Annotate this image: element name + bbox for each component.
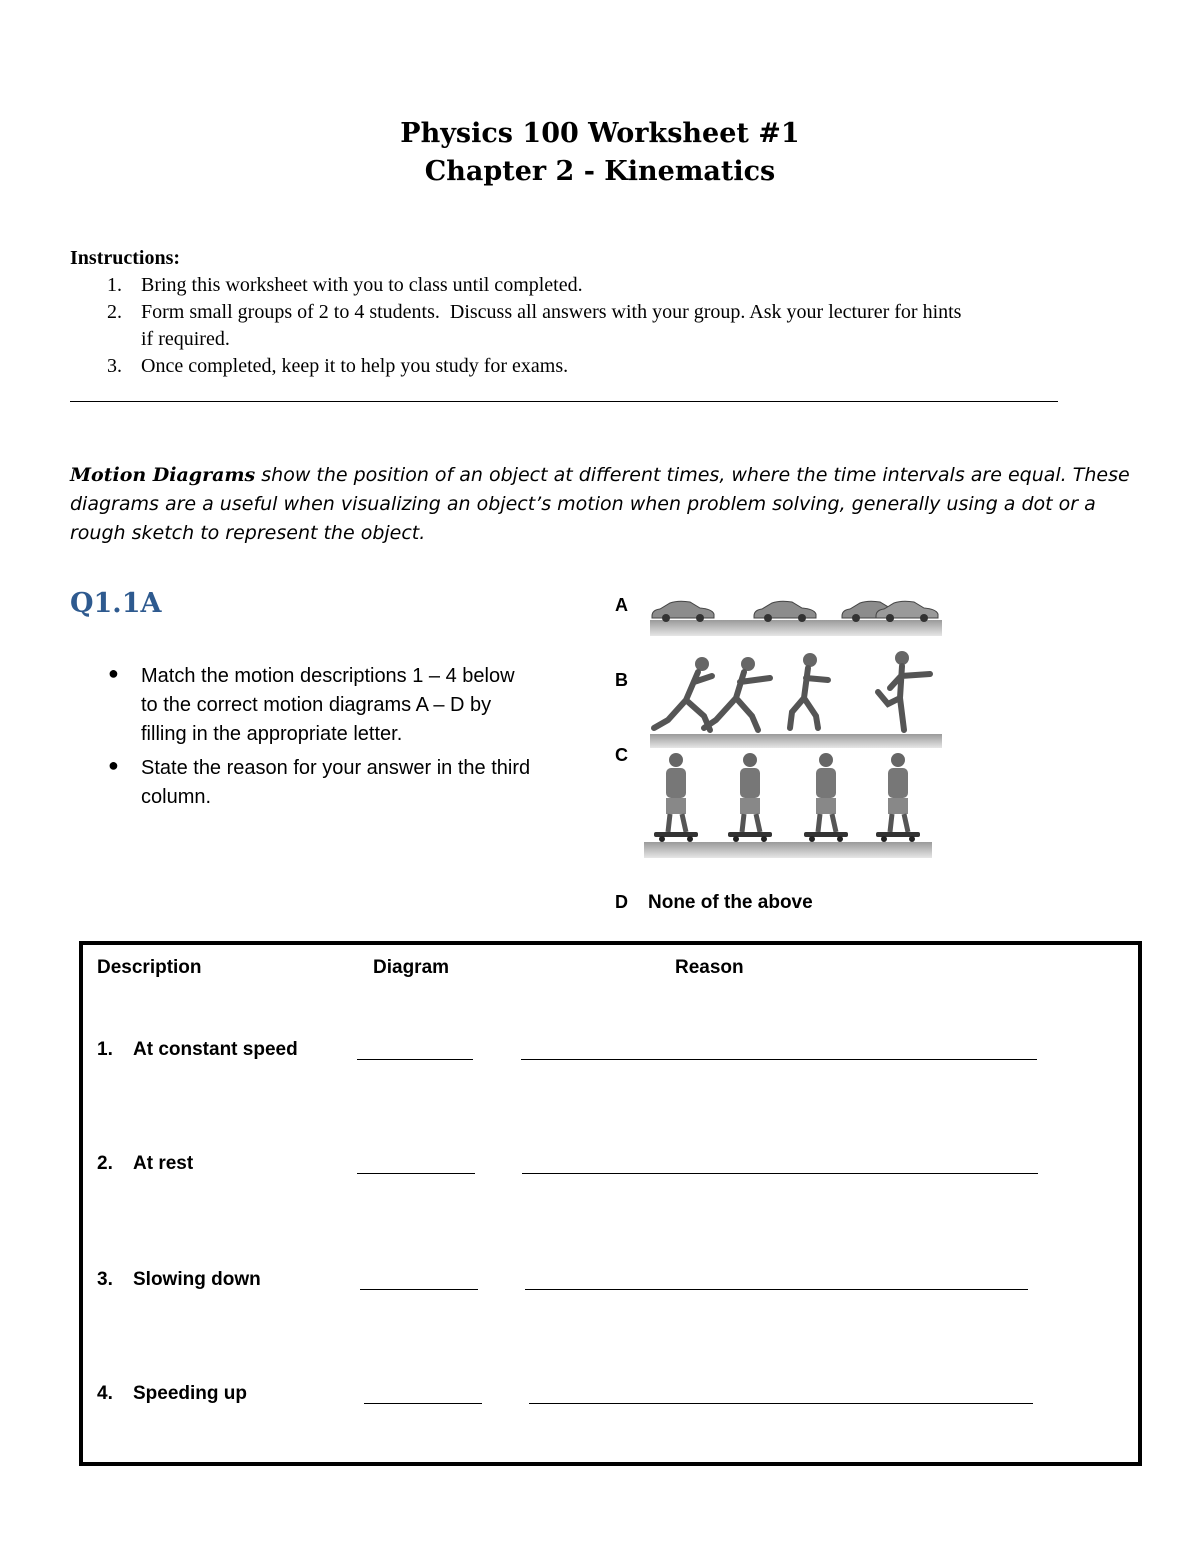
- diagram-c-skateboarder: [640, 748, 950, 863]
- ground-b: [650, 734, 942, 748]
- column-header-diagram: Diagram: [373, 957, 450, 978]
- diagram-label-b: B: [615, 670, 628, 690]
- reason-answer-blank-2[interactable]: [522, 1173, 1038, 1174]
- bullet-1-line-2: to the correct motion diagrams A – D by: [141, 694, 492, 716]
- row-label-2: At rest: [133, 1153, 194, 1174]
- chapter-title: Chapter 2 - Kinematics: [424, 156, 776, 187]
- row-label-1: At constant speed: [133, 1039, 298, 1060]
- diagram-label-d: D: [615, 892, 628, 912]
- runner-icon: [704, 657, 770, 730]
- diagram-answer-blank-1[interactable]: [357, 1059, 473, 1060]
- diagram-answer-blank-2[interactable]: [357, 1173, 475, 1174]
- diagram-label-a: A: [615, 595, 628, 615]
- bullet-dot-2: ●: [108, 755, 119, 775]
- car-icon: [652, 601, 714, 622]
- instruction-text-2a: Form small groups of 2 to 4 students. Discuss all answers with your group. Ask your lecturer for hints: [141, 301, 962, 323]
- runner-icon: [878, 651, 930, 730]
- diagram-answer-blank-3[interactable]: [360, 1289, 478, 1290]
- row-number-2: 2.: [97, 1153, 113, 1174]
- intro-line-3: rough sketch to represent the object.: [70, 522, 426, 544]
- row-number-4: 4.: [97, 1383, 113, 1404]
- column-header-reason: Reason: [675, 957, 744, 978]
- runner-icon: [790, 653, 828, 728]
- skateboarder-icon: [804, 753, 848, 842]
- worksheet-title: Physics 100 Worksheet #1: [400, 118, 800, 149]
- instruction-num-2: 2.: [107, 301, 122, 323]
- instruction-num-3: 3.: [107, 355, 122, 377]
- bullet-1-line-3: filling in the appropriate letter.: [141, 723, 403, 745]
- skateboarder-icon: [728, 753, 772, 842]
- divider-line: [70, 401, 1058, 402]
- ground-c: [644, 842, 932, 858]
- skateboarder-icon: [876, 753, 920, 842]
- row-number-3: 3.: [97, 1269, 113, 1290]
- row-label-3: Slowing down: [133, 1269, 261, 1290]
- skateboarder-icon: [654, 753, 698, 842]
- instruction-text-2b: if required.: [141, 328, 230, 350]
- car-icon: [876, 601, 938, 622]
- diagram-b-runner: [640, 640, 950, 752]
- bullet-2-line-2: column.: [141, 786, 212, 808]
- question-heading: Q1.1A: [70, 588, 162, 619]
- reason-answer-blank-4[interactable]: [529, 1403, 1033, 1404]
- instructions-heading: Instructions:: [70, 247, 181, 269]
- row-label-4: Speeding up: [133, 1383, 247, 1404]
- reason-answer-blank-3[interactable]: [525, 1289, 1028, 1290]
- bullet-2-line-1: State the reason for your answer in the third: [141, 757, 531, 779]
- diagram-answer-blank-4[interactable]: [364, 1403, 482, 1404]
- bullet-dot-1: ●: [108, 663, 119, 683]
- runner-icon: [654, 657, 712, 730]
- instruction-text-3: Once completed, keep it to help you study for exams.: [141, 355, 569, 377]
- diagram-a-cars: [640, 592, 950, 642]
- intro-line-2: diagrams are a useful when visualizing an object’s motion when problem solving, generally using a dot or a: [70, 493, 1096, 515]
- instruction-text-1: Bring this worksheet with you to class until completed.: [141, 274, 583, 296]
- intro-line-1: show the position of an object at different times, where the time intervals are equal. These: [255, 464, 1130, 486]
- row-number-1: 1.: [97, 1039, 113, 1060]
- option-d-text: None of the above: [648, 892, 813, 913]
- column-header-description: Description: [97, 957, 202, 978]
- bullet-1-line-1: Match the motion descriptions 1 – 4 below: [141, 665, 515, 687]
- ground-a: [650, 620, 942, 636]
- diagram-label-c: C: [615, 745, 628, 765]
- car-icon: [754, 601, 816, 622]
- instruction-num-1: 1.: [107, 274, 122, 296]
- intro-paragraph: [70, 461, 1130, 491]
- intro-term: Motion Diagrams: [70, 464, 256, 486]
- reason-answer-blank-1[interactable]: [521, 1059, 1037, 1060]
